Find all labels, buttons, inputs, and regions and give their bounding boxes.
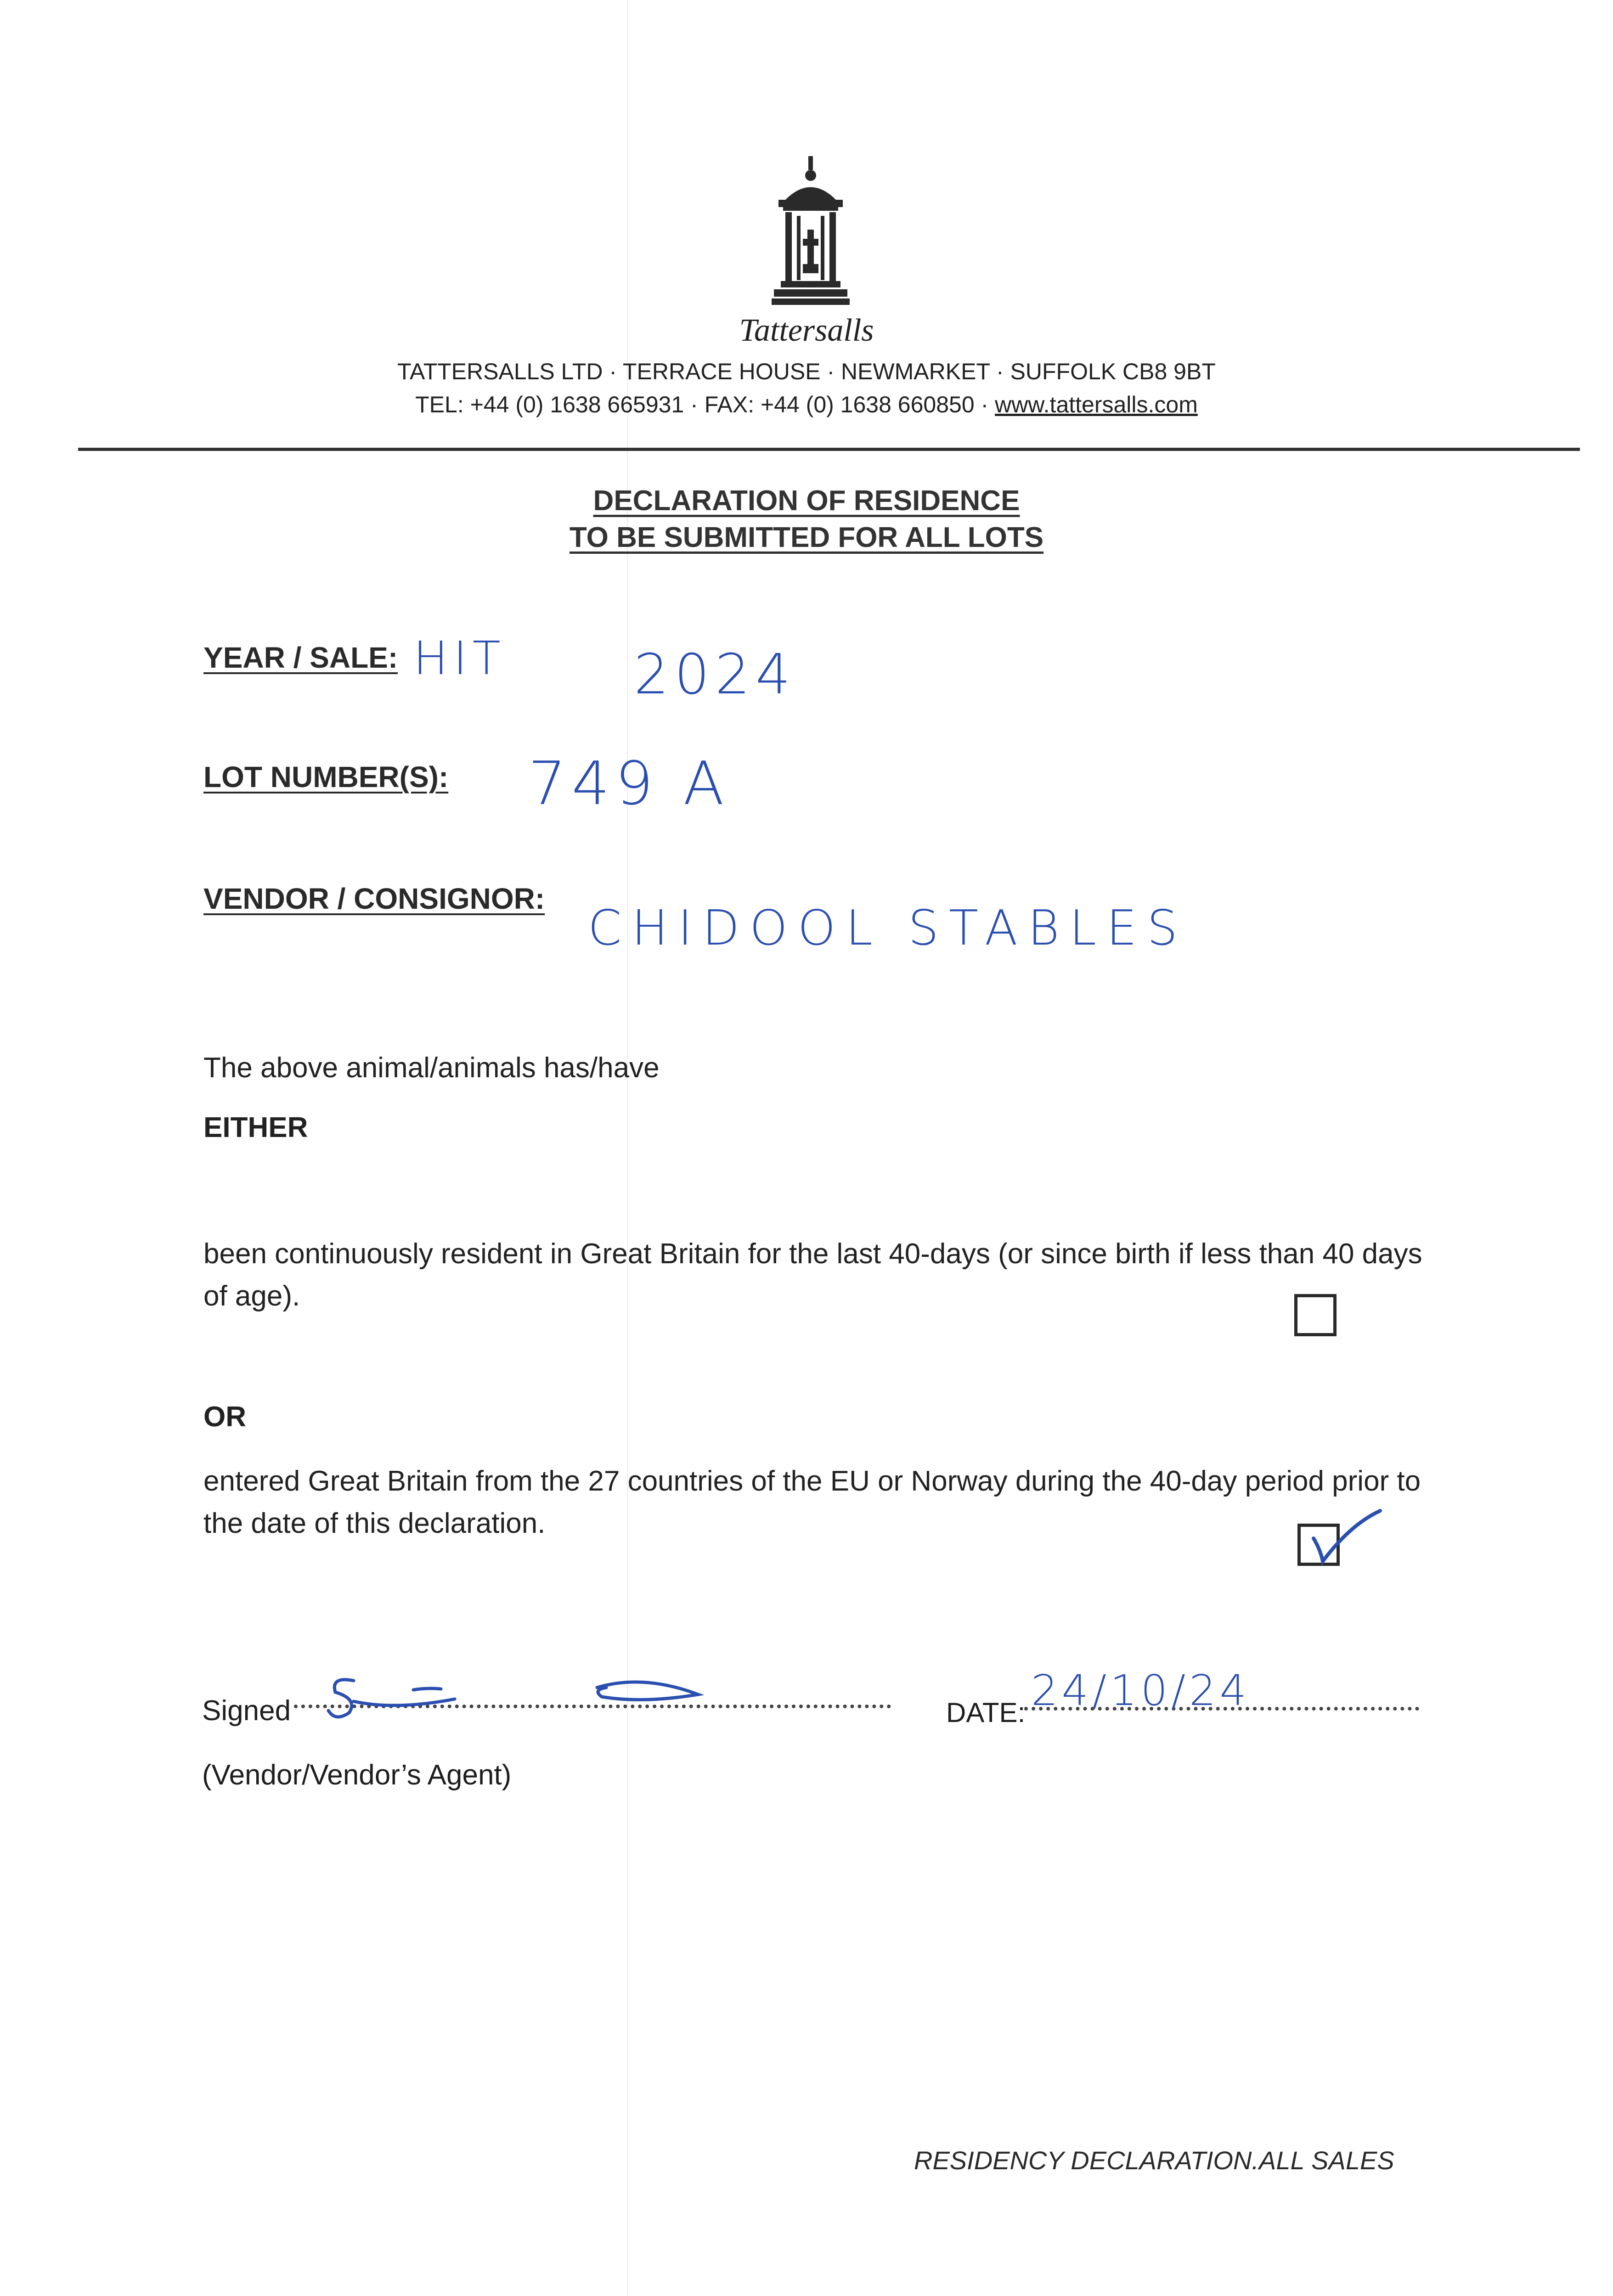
lot-number-label: LOT NUMBER(S): [203, 760, 449, 793]
option1-text: been continuously resident in Great Britain for the last 40-days (or since birth if less than 40 days of age). [203, 1238, 1422, 1312]
date-label: DATE: [946, 1697, 1026, 1728]
year-sale-label: YEAR / SALE: [203, 641, 398, 674]
vendor-value[interactable]: CHIDOOL STABLES [588, 900, 1188, 956]
vendor-label: VENDOR / CONSIGNOR: [203, 882, 545, 915]
year-sale-year-value[interactable]: 2024 [634, 643, 796, 707]
option2-text: entered Great Britain from the 27 countries of the EU or Norway during the 40-day period prior to the date of this declaration. [203, 1465, 1421, 1539]
signed-label: Signed [202, 1695, 291, 1727]
handwritten-signature[interactable] [321, 1667, 735, 1727]
contact-line [0, 391, 1613, 418]
brand-name: Tattersalls [739, 313, 874, 348]
lot-number-value[interactable]: 749 A [528, 748, 730, 818]
website-link[interactable]: www.tattersalls.com [995, 392, 1198, 417]
either-heading: EITHER [203, 1112, 308, 1143]
check-mark-icon [1300, 1506, 1387, 1575]
rotunda-statue-icon [772, 156, 850, 308]
intro-text: The above animal/animals has/have [203, 1052, 660, 1084]
option1-checkbox[interactable] [1294, 1294, 1337, 1336]
header-divider [78, 448, 1580, 451]
or-heading: OR [203, 1401, 246, 1433]
vendor-agent-label: (Vendor/Vendor’s Agent) [202, 1759, 512, 1791]
footer-reference: RESIDENCY DECLARATION.ALL SALES [914, 2146, 1394, 2175]
form-title-line2: TO BE SUBMITTED FOR ALL LOTS [569, 522, 1044, 553]
year-sale-sale-value[interactable]: HIT [413, 631, 506, 685]
contact-phone-fax: TEL: +44 (0) 1638 665931 · FAX: +44 (0) 1638 660850 · [415, 392, 995, 417]
date-value[interactable]: 24/10/24 [1031, 1666, 1251, 1715]
company-address: TATTERSALLS LTD · TERRACE HOUSE · NEWMARKET · SUFFOLK CB8 9BT [397, 359, 1216, 384]
form-title-line1: DECLARATION OF RESIDENCE [593, 485, 1020, 517]
